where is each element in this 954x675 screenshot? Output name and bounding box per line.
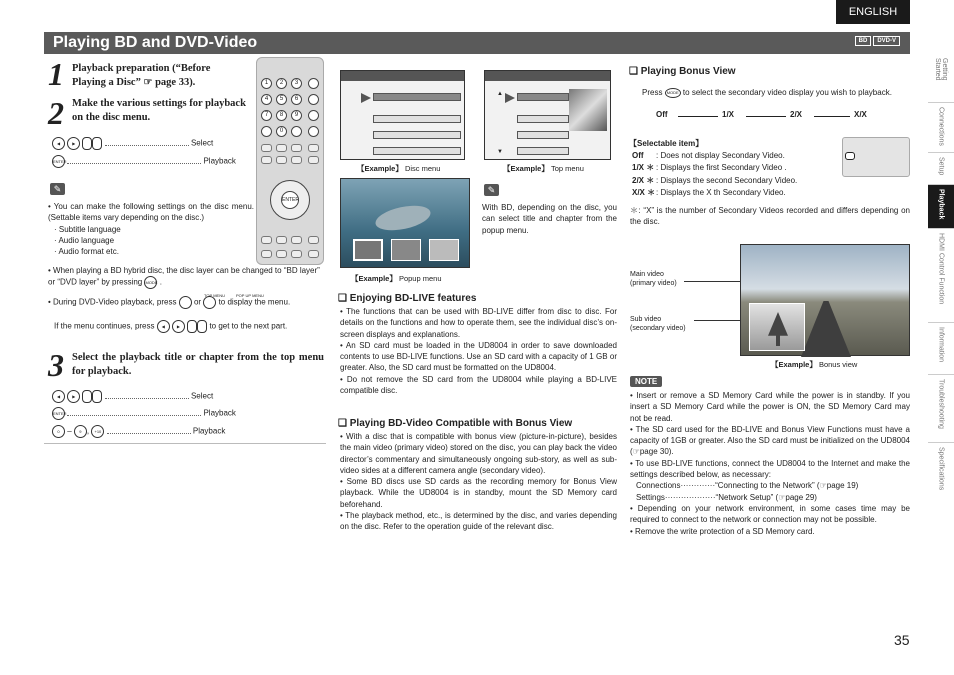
press-a: Press xyxy=(642,88,663,97)
separator-comma: , xyxy=(86,426,90,436)
bdlive-title: ❑ Enjoying BD-LIVE features xyxy=(338,293,477,304)
bonus-compat-item: Some BD discs use SD cards as the recording memory for Bonus View playback. While the UD8004 is in standby, mount the SD Memory card beforehand. xyxy=(340,477,618,509)
caption-text: Bonus view xyxy=(818,360,858,369)
down-arrow-icon xyxy=(197,320,207,333)
step-3-number: 3 xyxy=(48,347,64,383)
side-item-setup[interactable]: Setup xyxy=(928,153,954,185)
page-number: 35 xyxy=(894,632,910,648)
caption-prefix: 【Example】 xyxy=(357,164,403,173)
playback-label: Playback xyxy=(192,426,226,436)
item-desc: : Does not display Secondary Video. xyxy=(656,151,785,160)
item-desc: : Displays the second Secondary Video. xyxy=(656,175,798,185)
number-0-icon: 0 xyxy=(52,425,65,438)
hand-pointer-icon: ☞ xyxy=(819,481,827,491)
step-2-number: 2 xyxy=(48,95,64,131)
note-item: page 30). xyxy=(639,447,674,457)
note-item: page 29) xyxy=(785,492,817,502)
dvd-badge: DVD-V xyxy=(873,36,900,46)
popup-thumb-1[interactable] xyxy=(353,239,383,261)
side-item-getting-started[interactable]: Getting Started xyxy=(928,54,954,103)
tip-1-sub-3: · Audio format etc. xyxy=(54,247,119,257)
bonus-flow xyxy=(656,110,886,122)
item-desc: : Displays the first Secondary Video . xyxy=(656,163,787,173)
tip-4-text-b: to get to the next part. xyxy=(209,321,288,331)
note-item: Depending on your network environment, in some cases time may be required to connect to the network or connection may not be possible. xyxy=(630,503,910,525)
up-arrow-icon xyxy=(187,320,197,333)
step-2-select-row xyxy=(52,137,248,150)
thumbnail-image xyxy=(569,89,607,131)
range-dash: – xyxy=(67,426,72,436)
item-desc: : Displays the X th Secondary Video. xyxy=(656,187,786,197)
flow-off: Off xyxy=(656,110,668,119)
down-arrow-icon: ▼ xyxy=(497,149,503,155)
step-3-play-row-1 xyxy=(52,407,248,420)
bonus-view-caption xyxy=(771,359,857,370)
playback-label: Playback xyxy=(203,408,236,418)
main-video-label-b: (primary video) xyxy=(630,280,677,287)
right-arrow-icon: ▶ xyxy=(67,390,80,403)
popup-menu-screen xyxy=(340,178,470,268)
up-arrow-icon: ▲ xyxy=(497,91,503,97)
top-menu-caption xyxy=(503,163,584,174)
sub-video-label-b: (secondary video) xyxy=(630,325,686,332)
tip-3: • During DVD-Video playback, press or to display the menu. TOP MENU POP UP MENU xyxy=(48,296,324,309)
press-b: to select the secondary video display you wish to playback. xyxy=(682,88,892,97)
selectable-list xyxy=(632,150,832,198)
note-item: To use BD-LIVE functions, connect the UD8004 to the Internet and make the settings described below, as necessary: xyxy=(630,458,910,480)
side-item-connections[interactable]: Connections xyxy=(928,103,954,153)
note-item: Remove the write protection of a SD Memory card. xyxy=(635,526,815,536)
tip-3-text-b: to display the menu. xyxy=(218,297,291,307)
right-arrow-icon: ▶ xyxy=(67,137,80,150)
step-1-page: page 33). xyxy=(155,77,196,88)
left-arrow-icon: ◀ xyxy=(52,390,65,403)
up-arrow-icon xyxy=(82,137,92,150)
step-1-line-a: Playback preparation (“Before xyxy=(72,63,211,74)
bonus-compat-item: The playback method, etc., is determined by the disc, and varies depending on the disc. Refer to the operation guide of the relevant disc. xyxy=(340,511,617,532)
caption-text: Top menu xyxy=(550,164,584,173)
flow-arrow-icon xyxy=(678,116,718,117)
side-item-specifications[interactable]: Specifications xyxy=(937,447,945,491)
disc-menu-screen xyxy=(340,70,465,160)
right-arrow-icon: ▶ xyxy=(172,320,185,333)
flow-2x: 2/X xyxy=(790,110,803,119)
main-video-label-a: Main video xyxy=(630,271,664,278)
tip-1: • You can make the following settings on the disc menu. (Settable items vary depending on the disc.) · Subtitle language · Audio language · Audio format etc. xyxy=(48,202,254,257)
left-arrow-icon: ◀ xyxy=(157,320,170,333)
select-label: Select xyxy=(190,391,214,401)
caption-prefix: 【Example】 xyxy=(503,164,549,173)
mode-button-icon: MODE xyxy=(665,88,681,98)
caption-prefix: 【Example】 xyxy=(351,274,397,283)
note-badge: NOTE xyxy=(630,376,662,387)
bdlive-item: An SD card must be loaded in the UD8004 in order to save downloaded contents to use BD-LIVE functions. Use an SD card with a capacity of 1 GB or greater. Also, the SD card must be formatted on the UD8004. xyxy=(340,340,617,373)
step-1-text xyxy=(72,62,252,90)
tip-2-text: When playing a BD hybrid disc, the disc layer can be changed to “BD layer” or “DVD layer” by pressing xyxy=(48,266,320,287)
item-key: Off xyxy=(632,151,644,160)
tip-2: • When playing a BD hybrid disc, the disc layer can be changed to “BD layer” or “DVD layer” by pressing MODE . xyxy=(48,265,324,289)
caption-text: Popup menu xyxy=(398,274,442,283)
flow-arrow-icon xyxy=(814,116,850,117)
sub-video-label-a: Sub video xyxy=(630,316,662,323)
bdlive-list: • The functions that can be used with BD-LIVE differ from disc to disc. For details on the functions and how to operate them, see the individual disc’s on-screen displays and explanations. • An SD card must be loaded in the UD8004 in order to save downloaded contents to use BD-LIVE functions. Use an SD card with a capacity of 1 GB or greater. Also, the SD card must be formatted on the UD8004. • Do not remove the SD card from the UD8004 while playing a BD-LIVE compatible disc. xyxy=(340,307,617,396)
enter-icon: ENTER xyxy=(52,155,65,168)
down-arrow-icon xyxy=(92,390,102,403)
bdlive-item: The functions that can be used with BD-LIVE differ from disc to disc. For details on the functions and how to operate them, see the individual disc’s on-screen displays and explanations. xyxy=(340,307,617,339)
tip-1-text: You can make the following settings on the disc menu. (Settable items vary depending on the disc.) xyxy=(48,202,254,223)
note-item: Insert or remove a SD Memory Card while the power is in standby. If you insert a SD Memory Card while the power is ON, the SD Memory Card may not be read. xyxy=(630,391,910,423)
step-3-select-row xyxy=(52,390,248,403)
hand-pointer-icon: ☞ xyxy=(778,492,786,502)
main-video-label xyxy=(630,270,677,288)
note-item: page 19) xyxy=(826,481,859,491)
note-list: • Insert or remove a SD Memory Card while the power is in standby. If you insert a SD Memory Card while the power is ON, the SD Memory Card may not be read. • The SD card used for the BD-LIVE and Bonus View Functions must have a capacity of 1GB or greater. Also the SD card must be initialized on the UD8004 (☞page 30). • To use BD-LIVE functions, connect the UD8004 to the Internet and make the settings described below, as necessary: Connections·············“Connecting to the Network” (☞page 19) Settings···················“Network Setup” (☞page 29) • Depending on your network environment, in some cases time may be required to connect to the network or connection may not be possible. • Remove the write protection of a SD Memory card. xyxy=(630,391,910,536)
tip-4-text-a: If the menu continues, press xyxy=(54,321,155,331)
playback-label: Playback xyxy=(203,156,236,166)
bd-badge: BD xyxy=(855,36,872,46)
caption-prefix: 【Example】 xyxy=(771,360,817,369)
language-tab[interactable]: ENGLISH xyxy=(836,0,910,24)
side-item-playback[interactable]: Playback xyxy=(928,185,954,229)
bonus-view-screen xyxy=(740,244,910,356)
tip-icon: ✎ xyxy=(484,184,499,196)
caption-text: Disc menu xyxy=(404,164,441,173)
step-1-line-b xyxy=(72,76,252,90)
play-arrow-icon xyxy=(505,93,515,103)
top-menu-button-icon xyxy=(179,296,192,309)
bonus-compat-title: ❑ Playing BD-Video Compatible with Bonus View xyxy=(338,418,573,429)
tip-4 xyxy=(54,320,324,333)
disc-menu-caption xyxy=(357,163,440,174)
item-key: 2/X ＊ xyxy=(632,175,655,185)
step-1-ref: Playing a Disc” xyxy=(72,77,141,88)
side-item-hdmi-control[interactable]: HDMI Control Function xyxy=(928,229,954,323)
page-title: Playing BD and DVD-Video xyxy=(53,34,258,51)
flow-arrow-icon xyxy=(746,116,786,117)
bonus-footnote: ＊: “X” is the number of Secondary Videos recorded and differs depending on the disc. xyxy=(630,206,910,227)
number-9-icon: 9 xyxy=(74,425,87,438)
side-nav xyxy=(928,54,954,506)
side-item-troubleshooting[interactable]: Troubleshooting xyxy=(928,375,954,443)
tip-3-or: or xyxy=(193,297,202,307)
play-arrow-icon xyxy=(361,93,371,103)
sub-video-image xyxy=(749,303,805,351)
step-3-text: Select the playback title or chapter from the top menu for playback. xyxy=(72,352,324,377)
mode-button-icon: MODE xyxy=(144,276,157,289)
dolphin-image xyxy=(373,201,432,234)
bonus-compat-item: With a disc that is compatible with bonus view (picture-in-picture), besides the main video (primary video) stored on the disc, you can play back the video director’s commentary and simultaneously ongoing sub-story, as well as sub-video sides at a different camera angle (secondary video). xyxy=(340,432,617,475)
item-key: X/X ＊ xyxy=(632,187,656,197)
hand-pointer-icon: ☞ xyxy=(632,447,640,457)
note-item: The SD card used for the BD-LIVE and Bonus View Functions must have a capacity of 1GB or greater. Also the SD card must be initialized on the UD8004 ( xyxy=(630,424,910,457)
popup-menu-caption: POP UP MENU xyxy=(236,293,264,298)
left-arrow-icon: ◀ xyxy=(52,137,65,150)
sub-video-label xyxy=(630,315,686,333)
item-key: 1/X ＊ xyxy=(632,163,655,173)
note-item: Connections·············“Connecting to the Network” ( xyxy=(636,481,820,491)
road-image xyxy=(801,301,851,357)
bonus-compat-list: • With a disc that is compatible with bonus view (picture-in-picture), besides the main video (primary video) stored on the disc, you can play back the video director’s commentary and simultaneously ongoing sub-story, as well as sub-video sides at a different camera angle (secondary video). • Some BD discs use SD cards as the recording memory for Bonus View playback. While the UD8004 is in standby, mount the SD Memory card beforehand. • The playback method, etc., is determined by the disc, and varies depending on the disc. Refer to the operation guide of the relevant disc. xyxy=(340,432,618,532)
popup-tip: With BD, depending on the disc, you can select title and chapter from the popup menu. xyxy=(482,203,617,235)
up-arrow-icon xyxy=(82,390,92,403)
popup-thumb-3[interactable] xyxy=(429,239,459,261)
column-divider xyxy=(44,443,326,444)
tip-icon: ✎ xyxy=(50,183,65,195)
remote-control-image: 1 2 3 4 5 6 7 8 9 0 ENTER xyxy=(256,57,324,265)
title-bar xyxy=(44,32,910,54)
step-1-number: 1 xyxy=(48,56,64,92)
main-video-pointer xyxy=(684,281,746,282)
tip-1-sub-2: · Audio language xyxy=(54,235,115,245)
popup-thumb-2[interactable] xyxy=(391,239,421,261)
enter-icon: ENTER xyxy=(52,407,65,420)
side-item-information[interactable]: Information xyxy=(928,323,954,375)
note-item: Settings···················“Network Setup” ( xyxy=(636,492,779,502)
plus-10-icon: +10 xyxy=(91,425,104,438)
bonus-press-text xyxy=(642,87,910,98)
step-2-text: Make the various settings for playback on the disc menu. xyxy=(72,98,246,123)
step-3-play-row-2 xyxy=(52,425,248,438)
flow-1x: 1/X xyxy=(722,110,735,119)
bonus-play-title: ❑ Playing Bonus View xyxy=(629,66,736,77)
tip-1-sub-1: · Subtitle language xyxy=(54,224,121,234)
selectable-title: 【Selectable item】 xyxy=(629,139,704,148)
tip-3-text-a: During DVD-Video playback, press xyxy=(53,297,177,307)
hand-pointer-icon: ☞ xyxy=(143,77,153,88)
select-label: Select xyxy=(190,138,214,148)
flow-xx: X/X xyxy=(854,110,867,119)
step-2-play-row xyxy=(52,155,248,168)
top-menu-caption: TOP MENU xyxy=(204,293,225,298)
top-menu-screen xyxy=(484,70,611,160)
remote-mode-image xyxy=(842,137,910,177)
popup-menu-caption xyxy=(351,273,442,284)
bdlive-item: Do not remove the SD card from the UD8004 while playing a BD-LIVE compatible disc. xyxy=(340,374,617,396)
down-arrow-icon xyxy=(92,137,102,150)
